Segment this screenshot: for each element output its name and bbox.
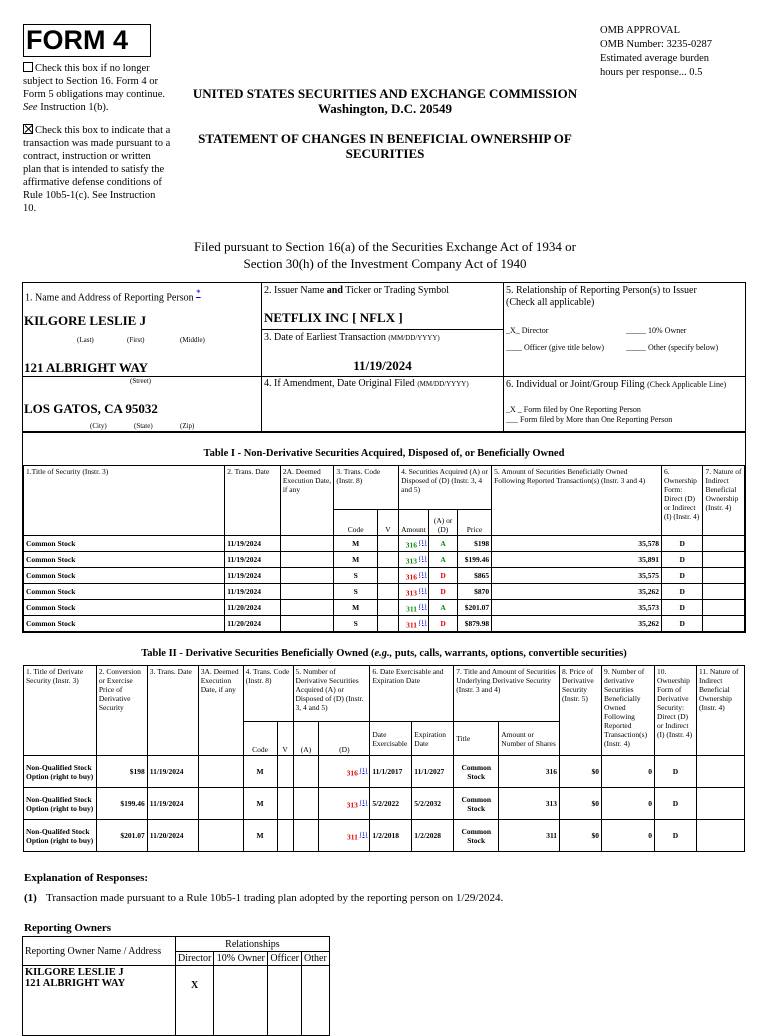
t2-sub-expiration: Expiration Date — [412, 722, 454, 756]
box3-label-text: 3. Date of Earliest Transaction — [264, 332, 386, 343]
t2-form: D — [654, 820, 696, 852]
t1-owned: 35,262 — [492, 584, 662, 600]
t2-d-value: 313 — [346, 800, 358, 810]
owners-title: Reporting Owners — [24, 922, 112, 934]
t2-owned: 0 — [602, 788, 655, 820]
t2-deemed — [198, 788, 243, 820]
t2-title: Non-Qualified Stock Option (right to buy) — [24, 756, 97, 788]
filed-line: Section 30(h) of the Investment Company Act of 1940 — [243, 256, 527, 271]
t2-d — [319, 788, 370, 820]
t1-owned: 35,573 — [492, 600, 662, 616]
filed-pursuant — [120, 238, 650, 272]
rel-director: _X_ Director — [506, 326, 549, 335]
t2-conversion: $201.07 — [96, 820, 147, 852]
t1-code: M — [334, 600, 377, 616]
box6-sub: (Check Applicable Line) — [647, 380, 727, 389]
t1-nature — [703, 568, 745, 584]
t2-nature — [696, 756, 744, 788]
name-part-last: (Last) — [77, 336, 94, 344]
t2-exercisable: 11/1/2017 — [370, 756, 412, 788]
t2-form: D — [654, 788, 696, 820]
footnote-link[interactable]: (1) — [418, 554, 427, 562]
reporter-city: LOS GATOS, CA 95032 — [24, 401, 158, 416]
t2-underlying-shares: 311 — [499, 820, 560, 852]
box3-label — [264, 332, 440, 344]
t1-aord: A — [429, 552, 457, 568]
table-row — [24, 552, 745, 568]
owners-col-officer: Officer — [268, 952, 302, 966]
t1-header-code: 3. Trans. Code (Instr. 8) — [334, 466, 399, 510]
t1-amount — [399, 552, 429, 568]
t2-d-value: 316 — [346, 768, 358, 778]
footnote-link[interactable]: (1) — [418, 586, 427, 594]
owners-col-relationships: Relationships — [176, 937, 330, 952]
t2-sub-exercisable: Date Exercisable — [370, 722, 412, 756]
divider — [261, 329, 504, 330]
t2-nature — [696, 820, 744, 852]
owner-other-mark — [302, 966, 330, 1036]
rel-other: _____ Other (specify below) — [626, 343, 719, 352]
omb-approval — [600, 24, 712, 80]
box2-label-a: 2. Issuer Name — [264, 285, 325, 296]
t1-v — [377, 616, 398, 632]
explanation-number: (1) — [24, 892, 37, 904]
t1-aord: D — [429, 584, 457, 600]
t1-header-owned: 5. Amount of Securities Beneficially Owned Following Reported Transaction(s) (Instr. 3 and 4) — [492, 466, 662, 536]
table2-title-a: Table II - Derivative Securities Beneficially Owned ( — [141, 648, 375, 659]
t1-amount-value: 311 — [406, 620, 417, 630]
t1-aord: A — [429, 536, 457, 552]
table-row — [24, 568, 745, 584]
box3-format: (MM/DD/YYYY) — [388, 334, 440, 342]
box4-label — [264, 378, 469, 390]
t1-header-deemed: 2A. Deemed Execution Date, if any — [280, 466, 334, 536]
t1-header-securities: 4. Securities Acquired (A) or Disposed of (D) (Instr. 3, 4 and 5) — [399, 466, 492, 510]
t1-nature — [703, 584, 745, 600]
t1-date: 11/19/2024 — [225, 584, 281, 600]
t2-header-date: 3. Trans. Date — [147, 666, 198, 756]
t1-code: M — [334, 536, 377, 552]
t1-price: $879.98 — [457, 616, 491, 632]
t2-sub-v: V — [277, 722, 293, 756]
t2-header-conversion: 2. Conversion or Exercise Price of Derivative Security — [96, 666, 147, 756]
t2-price: $0 — [560, 756, 602, 788]
section16-note — [23, 62, 171, 114]
owners-col-10pct: 10% Owner — [214, 952, 268, 966]
t1-amount-value: 313 — [405, 556, 417, 566]
t1-nature — [703, 616, 745, 632]
t1-amount — [399, 616, 429, 632]
filing-multiple-persons: ___ Form filed by More than One Reporting Person — [506, 415, 673, 424]
t2-form: D — [654, 756, 696, 788]
t1-aord: A — [429, 600, 457, 616]
table-row — [24, 584, 745, 600]
t1-amount — [399, 584, 429, 600]
t1-deemed — [280, 616, 334, 632]
t1-owned: 35,891 — [492, 552, 662, 568]
section16-text: Check this box if no longer subject to Section 16. Form 4 or Form 5 obligations may continue. — [23, 63, 166, 100]
t1-form: D — [662, 600, 703, 616]
t1-aord: D — [429, 568, 457, 584]
rule10b5-note — [23, 124, 171, 215]
t1-title: Common Stock — [24, 600, 225, 616]
t1-form: D — [662, 552, 703, 568]
t1-deemed — [280, 568, 334, 584]
t1-deemed — [280, 584, 334, 600]
table-row — [24, 616, 745, 632]
box1-footnote-link[interactable]: * — [196, 288, 201, 298]
filing-one-person: _X _ Form filed by One Reporting Person — [506, 405, 641, 414]
t2-underlying-shares: 313 — [499, 788, 560, 820]
t1-form: D — [662, 616, 703, 632]
t1-sub-aord: (A) or (D) — [429, 510, 457, 536]
t2-underlying-title: Common Stock — [454, 788, 499, 820]
t1-price: $870 — [457, 584, 491, 600]
t2-a — [293, 788, 319, 820]
t2-owned: 0 — [602, 820, 655, 852]
reporter-name: KILGORE LESLIE J — [24, 313, 147, 328]
t1-price: $199.46 — [457, 552, 491, 568]
omb-line: hours per response... 0.5 — [600, 67, 703, 78]
t1-title: Common Stock — [24, 616, 225, 632]
statement-title: STATEMENT OF CHANGES IN BENEFICIAL OWNERSHIP OF SECURITIES — [198, 131, 572, 161]
table1 — [23, 465, 745, 632]
t1-form: D — [662, 536, 703, 552]
t2-nature — [696, 788, 744, 820]
t1-code: S — [334, 616, 377, 632]
t1-date: 11/20/2024 — [225, 600, 281, 616]
box5-label-text: 5. Relationship of Reporting Person(s) to Issuer — [506, 285, 697, 296]
name-part-middle: (Middle) — [180, 336, 205, 344]
t2-header-owned: 9. Number of derivative Securities Beneficially Owned Following Reported Transaction(s) (Instr. 4) — [602, 666, 655, 756]
t1-code: M — [334, 552, 377, 568]
t2-header-underlying: 7. Title and Amount of Securities Underlying Derivative Security (Instr. 3 and 4) — [454, 666, 560, 722]
owner-10pct-mark — [214, 966, 268, 1036]
t1-date: 11/19/2024 — [225, 552, 281, 568]
table2-title-b: puts, calls, warrants, options, convertible securities) — [392, 648, 627, 659]
t2-sub-code: Code — [243, 722, 277, 756]
issuer-name: NETFLIX INC [ NFLX ] — [264, 310, 403, 325]
box5-label — [506, 285, 744, 309]
owners-col-director: Director — [176, 952, 214, 966]
owner-director-mark: X — [176, 966, 214, 1036]
t2-expiration: 5/2/2032 — [412, 788, 454, 820]
t2-sub-d: (D) — [319, 722, 370, 756]
owner-cell — [23, 966, 176, 1036]
divider — [261, 376, 746, 377]
t2-header-title: 1. Title of Derivate Security (Instr. 3) — [24, 666, 97, 756]
t1-form: D — [662, 568, 703, 584]
section16-checkbox[interactable] — [23, 62, 33, 72]
agency-city: Washington, D.C. 20549 — [318, 101, 452, 116]
t2-sub-a: (A) — [293, 722, 319, 756]
box4-format: (MM/DD/YYYY) — [417, 380, 469, 388]
section16-see: See — [23, 102, 38, 113]
divider — [503, 282, 504, 432]
table-row — [24, 756, 745, 788]
t1-sub-price: Price — [457, 510, 491, 536]
t2-conversion: $199.46 — [96, 788, 147, 820]
t2-underlying-shares: 316 — [499, 756, 560, 788]
t1-title: Common Stock — [24, 536, 225, 552]
t1-owned: 35,578 — [492, 536, 662, 552]
owners-col-other: Other — [302, 952, 330, 966]
state-label: (State) — [134, 422, 153, 430]
owner-name: KILGORE LESLIE J — [25, 967, 124, 978]
t2-header-code: 4. Trans. Code (Instr. 8) — [243, 666, 293, 722]
footnote-link[interactable]: (1) — [359, 830, 368, 838]
t1-amount — [399, 568, 429, 584]
t2-owned: 0 — [602, 756, 655, 788]
t1-amount-value: 311 — [406, 604, 417, 614]
t1-header-form: 6. Ownership Form: Direct (D) or Indirect (I) (Instr. 4) — [662, 466, 703, 536]
box2-label-c: Ticker or Trading Symbol — [345, 285, 450, 296]
t2-date: 11/19/2024 — [147, 788, 198, 820]
t2-exercisable: 1/2/2018 — [370, 820, 412, 852]
section16-instr: Instruction 1(b). — [40, 102, 109, 113]
table-row — [24, 820, 745, 852]
t2-conversion: $198 — [96, 756, 147, 788]
t1-price: $198 — [457, 536, 491, 552]
footnote-link[interactable]: (1) — [359, 798, 368, 806]
t2-exercisable: 5/2/2022 — [370, 788, 412, 820]
table-row — [24, 600, 745, 616]
t1-title: Common Stock — [24, 552, 225, 568]
owner-officer-mark — [268, 966, 302, 1036]
t1-deemed — [280, 536, 334, 552]
t1-date: 11/20/2024 — [225, 616, 281, 632]
city-label: (City) — [90, 422, 107, 430]
omb-line: OMB APPROVAL — [600, 25, 681, 36]
footnote-link[interactable]: (1) — [418, 538, 427, 546]
t2-header-price: 8. Price of Derivative Security (Instr. 5) — [560, 666, 602, 756]
t1-title: Common Stock — [24, 584, 225, 600]
box5-sub: (Check all applicable) — [506, 297, 595, 308]
t2-a — [293, 756, 319, 788]
explanation-title: Explanation of Responses: — [24, 872, 149, 884]
box2-label — [264, 285, 449, 297]
t1-amount-value: 316 — [405, 572, 417, 582]
t1-v — [377, 552, 398, 568]
t1-deemed — [280, 552, 334, 568]
omb-line: Estimated average burden — [600, 53, 710, 64]
t2-header-exercisable: 6. Date Exercisable and Expiration Date — [370, 666, 454, 722]
t2-v — [277, 756, 293, 788]
divider — [261, 282, 262, 432]
table2-title — [22, 648, 746, 659]
t2-sub-title: Title — [454, 722, 499, 756]
footnote-link[interactable]: (1) — [359, 766, 368, 774]
t1-owned: 35,575 — [492, 568, 662, 584]
t2-header-number: 5. Number of Derivative Securities Acquired (A) or Disposed of (D) (Instr. 3, 4 and 5) — [293, 666, 370, 722]
t2-code: M — [243, 788, 277, 820]
t1-sub-v: V — [377, 510, 398, 536]
t1-aord: D — [429, 616, 457, 632]
rule10b5-text: Check this box to indicate that a transaction was made pursuant to a contract, instruction or written plan that is intended to satisfy the affirmative defense conditions of Rule 10b5-1(c). See Instruction 10. — [23, 125, 171, 214]
t2-date: 11/19/2024 — [147, 756, 198, 788]
zip-label: (Zip) — [180, 422, 195, 430]
box1-label-text: 1. Name and Address of Reporting Person — [25, 292, 194, 304]
t1-v — [377, 536, 398, 552]
t2-title: Non-Qualified Stock Option (right to buy) — [24, 788, 97, 820]
agency-name: UNITED STATES SECURITIES AND EXCHANGE COMMISSION — [192, 86, 578, 101]
t2-title: Non-Qualifed Stock Option (right to buy) — [24, 820, 97, 852]
t2-underlying-title: Common Stock — [454, 820, 499, 852]
t1-header-date: 2. Trans. Date — [225, 466, 281, 536]
t1-nature — [703, 552, 745, 568]
footnote-link[interactable]: (1) — [418, 618, 427, 626]
explanation-text: Transaction made pursuant to a Rule 10b5-1 trading plan adopted by the reporting person on 1/29/2024. — [46, 892, 504, 904]
t2-underlying-title: Common Stock — [454, 756, 499, 788]
t1-amount — [399, 536, 429, 552]
t2-header-deemed: 3A. Deemed Execution Date, if any — [198, 666, 243, 756]
box4-label-text: 4. If Amendment, Date Original Filed — [264, 378, 415, 389]
form-title: FORM 4 — [23, 24, 151, 57]
box2-label-b: and — [326, 285, 343, 296]
t2-header-form: 10. Ownership Form of Derivative Security: Direct (D) or Indirect (I) (Instr. 4) — [654, 666, 696, 756]
t1-amount-value: 316 — [405, 540, 417, 550]
t2-price: $0 — [560, 788, 602, 820]
t2-d-value: 311 — [347, 832, 358, 842]
owners-col-name: Reporting Owner Name / Address — [23, 937, 176, 966]
t1-v — [377, 584, 398, 600]
t1-code: S — [334, 584, 377, 600]
t1-deemed — [280, 600, 334, 616]
t1-code: S — [334, 568, 377, 584]
table-row — [24, 788, 745, 820]
t1-nature — [703, 600, 745, 616]
t1-amount-value: 313 — [405, 588, 417, 598]
t2-expiration: 1/2/2028 — [412, 820, 454, 852]
name-part-first: (First) — [127, 336, 145, 344]
owners-table — [22, 936, 330, 1036]
t1-amount — [399, 600, 429, 616]
table1-title: Table I - Non-Derivative Securities Acquired, Disposed of, or Beneficially Owned — [203, 448, 565, 459]
t1-price: $201.07 — [457, 600, 491, 616]
t1-owned: 35,262 — [492, 616, 662, 632]
agency-header — [175, 86, 595, 116]
owner-address: 121 ALBRIGHT WAY — [25, 978, 126, 989]
t1-nature — [703, 536, 745, 552]
table2-title-eg: e.g., — [374, 648, 393, 659]
t2-v — [277, 820, 293, 852]
t2-date: 11/20/2024 — [147, 820, 198, 852]
t2-sub-amount: Amount or Number of Shares — [499, 722, 560, 756]
t1-title: Common Stock — [24, 568, 225, 584]
t1-price: $865 — [457, 568, 491, 584]
t2-code: M — [243, 820, 277, 852]
t2-header-nature: 11. Nature of Indirect Beneficial Ownership (Instr. 4) — [696, 666, 744, 756]
t2-code: M — [243, 756, 277, 788]
footnote-link[interactable]: (1) — [418, 570, 427, 578]
t1-form: D — [662, 584, 703, 600]
earliest-date: 11/19/2024 — [353, 358, 412, 373]
t2-deemed — [198, 756, 243, 788]
street-label: (Street) — [130, 377, 151, 385]
t1-sub-code: Code — [334, 510, 377, 536]
t1-sub-amount: Amount — [399, 510, 429, 536]
t1-header-title: 1.Title of Security (Instr. 3) — [24, 466, 225, 536]
rule10b5-checkbox[interactable] — [23, 124, 33, 134]
t2-expiration: 11/1/2027 — [412, 756, 454, 788]
t1-v — [377, 568, 398, 584]
t2-d — [319, 820, 370, 852]
omb-line: OMB Number: 3235-0287 — [600, 39, 712, 50]
footnote-link[interactable]: (1) — [418, 602, 427, 610]
table2 — [23, 665, 745, 852]
box1-label — [25, 287, 201, 304]
t1-v — [377, 600, 398, 616]
rel-officer: ____ Officer (give title below) — [506, 343, 605, 352]
box6-label — [506, 379, 726, 391]
t2-d — [319, 756, 370, 788]
box6-label-text: 6. Individual or Joint/Group Filing — [506, 379, 645, 390]
t2-deemed — [198, 820, 243, 852]
t2-price: $0 — [560, 820, 602, 852]
t1-date: 11/19/2024 — [225, 568, 281, 584]
table-row — [24, 536, 745, 552]
reporter-street: 121 ALBRIGHT WAY — [24, 360, 149, 375]
filed-line: Filed pursuant to Section 16(a) of the Securities Exchange Act of 1934 or — [194, 239, 576, 254]
rel-10pct-owner: _____ 10% Owner — [626, 326, 687, 335]
t1-header-nature: 7. Nature of Indirect Beneficial Ownership (Instr. 4) — [703, 466, 745, 536]
t2-v — [277, 788, 293, 820]
t1-date: 11/19/2024 — [225, 536, 281, 552]
t2-a — [293, 820, 319, 852]
